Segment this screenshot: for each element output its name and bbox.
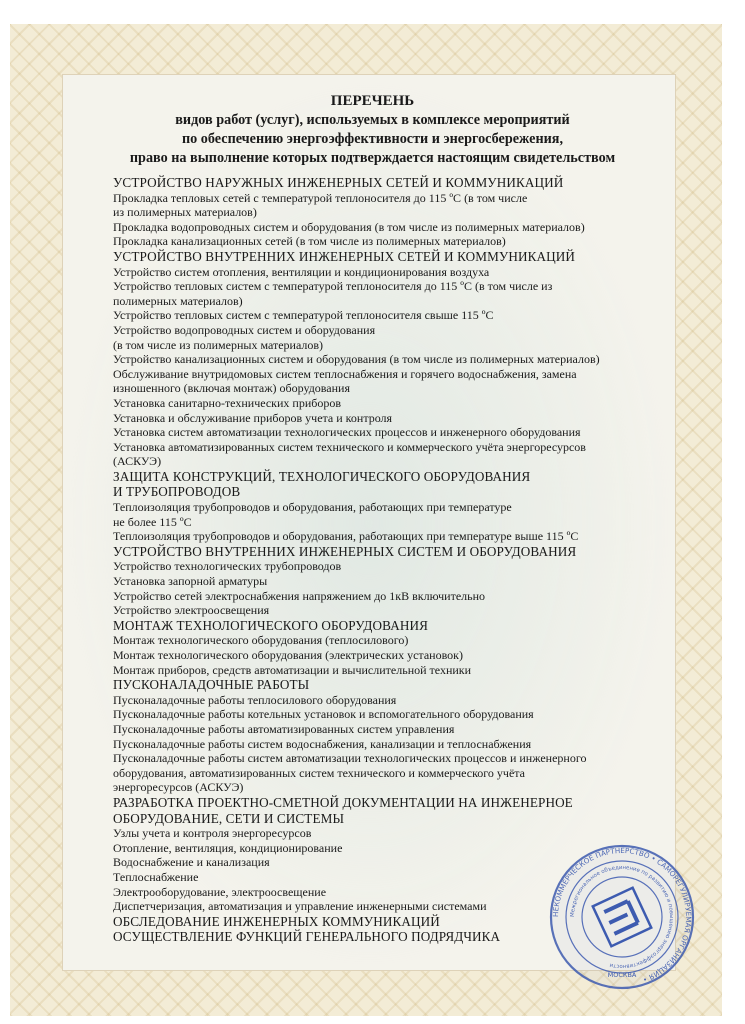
- work-item: энергоресурсов (АСКУЭ): [113, 780, 244, 795]
- work-item: Теплоснабжение: [113, 869, 199, 884]
- work-item: Отопление, вентиляция, кондиционирование: [113, 840, 343, 855]
- work-item: Устройство водопроводных систем и оборудования: [113, 322, 376, 337]
- work-item: Пусконаладочные работы автоматизированных систем управления: [113, 721, 455, 736]
- section-heading: ЗАЩИТА КОНСТРУКЦИЙ, ТЕХНОЛОГИЧЕСКОГО ОБОРУДОВАНИЯ: [113, 468, 531, 484]
- organization-seal: [548, 843, 696, 991]
- work-item: (АСКУЭ): [113, 454, 162, 469]
- seal-inner-text: Межрегиональное объединение по развитию и повышению энергоэффективности: [569, 864, 675, 970]
- work-item: Прокладка канализационных сетей (в том числе из полимерных материалов): [113, 234, 506, 249]
- section-heading: УСТРОЙСТВО ВНУТРЕННИХ ИНЖЕНЕРНЫХ СЕТЕЙ И КОММУНИКАЦИЙ: [113, 248, 575, 264]
- section-heading: ОСУЩЕСТВЛЕНИЕ ФУНКЦИЙ ГЕНЕРАЛЬНОГО ПОДРЯДЧИКА: [113, 929, 501, 945]
- work-item: оборудования, автоматизированных систем технического и коммерческого учёта: [113, 765, 526, 780]
- work-item: Обслуживание внутридомовых систем теплоснабжения и горячего водоснабжения, замена: [113, 366, 577, 381]
- work-item: Установка и обслуживание приборов учета и контроля: [113, 410, 393, 425]
- work-item: Пусконаладочные работы систем автоматизации технологических процессов и инженерного: [113, 751, 587, 766]
- work-item: Диспетчеризация, автоматизация и управление инженерными системами: [113, 899, 487, 914]
- work-item: Монтаж технологического оборудования (теплосилового): [113, 633, 409, 648]
- work-item: Устройство технологических трубопроводов: [113, 559, 342, 574]
- seal-city: МОСКВА: [607, 971, 637, 979]
- work-item: не более 115 ºС: [113, 514, 192, 529]
- work-item: Установка автоматизированных систем технического и коммерческого учёта энергоресурсов: [113, 439, 586, 454]
- work-item: Узлы учета и контроля энергоресурсов: [113, 826, 312, 841]
- seal-outer-text: НЕКОММЕРЧЕСКОЕ ПАРТНЕРСТВО • САМОРЕГУЛИРУЕМАЯ ОРГАНИЗАЦИЯ •: [550, 845, 694, 985]
- work-item: Установка систем автоматизации технологических процессов и инженерного оборудования: [113, 425, 581, 440]
- work-item: полимерных материалов): [113, 293, 243, 308]
- work-item: Устройство тепловых систем с температурой теплоносителя свыше 115 ºС: [113, 308, 494, 323]
- work-item: Электрооборудование, электроосвещение: [113, 884, 327, 899]
- heading-line-1: видов работ (услуг), используемых в комплексе мероприятий: [175, 112, 570, 128]
- work-item: Монтаж технологического оборудования (электрических установок): [113, 648, 463, 662]
- work-item: Пусконаладочные работы теплосилового оборудования: [113, 692, 397, 707]
- work-item: Устройство канализационных систем и оборудования (в том числе из полимерных материалов): [113, 352, 600, 367]
- work-item: Прокладка водопроводных систем и оборудования (в том числе из полимерных материалов): [113, 219, 585, 234]
- works-list: [113, 175, 643, 945]
- document-heading: [100, 92, 645, 168]
- work-item: Устройство тепловых систем с температурой теплоносителя до 115 ºС (в том числе из: [113, 279, 553, 294]
- section-heading: ОБОРУДОВАНИЕ, СЕТИ И СИСТЕМЫ: [113, 810, 345, 826]
- document-title: ПЕРЕЧЕНЬ: [330, 93, 415, 109]
- section-heading: И ТРУБОПРОВОДОВ: [113, 484, 241, 500]
- work-item: Пусконаладочные работы котельных установок и вспомогательного оборудования: [113, 707, 534, 722]
- work-item: Установка запорной арматуры: [113, 574, 268, 589]
- work-item: Прокладка тепловых сетей с температурой теплоносителя до 115 ºС (в том числе: [113, 190, 528, 205]
- work-item: Пусконаладочные работы систем водоснабжения, канализации и теплоснабжения: [113, 736, 532, 751]
- work-item: Теплоизоляция трубопроводов и оборудования, работающих при температуре выше 115 ºС: [113, 529, 579, 544]
- section-heading: УСТРОЙСТВО НАРУЖНЫХ ИНЖЕНЕРНЫХ СЕТЕЙ И КОММУНИКАЦИЙ: [113, 175, 564, 190]
- work-item: Установка санитарно-технических приборов: [113, 395, 342, 410]
- section-heading: УСТРОЙСТВО ВНУТРЕННИХ ИНЖЕНЕРНЫХ СИСТЕМ И ОБОРУДОВАНИЯ: [113, 543, 577, 559]
- section-heading: РАЗРАБОТКА ПРОЕКТНО-СМЕТНОЙ ДОКУМЕНТАЦИИ НА ИНЖЕНЕРНОЕ: [113, 794, 573, 810]
- heading-line-3: право на выполнение которых подтверждается настоящим свидетельством: [129, 150, 616, 166]
- work-item: Устройство сетей электроснабжения напряжением до 1кВ включительно: [113, 588, 486, 603]
- section-heading: ОБСЛЕДОВАНИЕ ИНЖЕНЕРНЫХ КОММУНИКАЦИЙ: [113, 913, 440, 929]
- heading-line-2: по обеспечению энергоэффективности и энергосбережения,: [181, 131, 564, 147]
- work-item: из полимерных материалов): [113, 205, 257, 220]
- work-item: (в том числе из полимерных материалов): [113, 337, 324, 352]
- work-item: Теплоизоляция трубопроводов и оборудования, работающих при температуре: [113, 500, 512, 515]
- work-item: Водоснабжение и канализация: [113, 855, 270, 870]
- work-item: Устройство электроосвещения: [113, 603, 270, 618]
- work-item: изношенного (включая монтаж) оборудования: [113, 381, 350, 396]
- section-heading: МОНТАЖ ТЕХНОЛОГИЧЕСКОГО ОБОРУДОВАНИЯ: [113, 617, 428, 633]
- section-heading: ПУСКОНАЛАДОЧНЫЕ РАБОТЫ: [113, 677, 310, 693]
- work-item: Устройство систем отопления, вентиляции и кондиционирования воздуха: [113, 264, 490, 279]
- work-item: Монтаж приборов, средств автоматизации и вычислительной техники: [113, 662, 472, 677]
